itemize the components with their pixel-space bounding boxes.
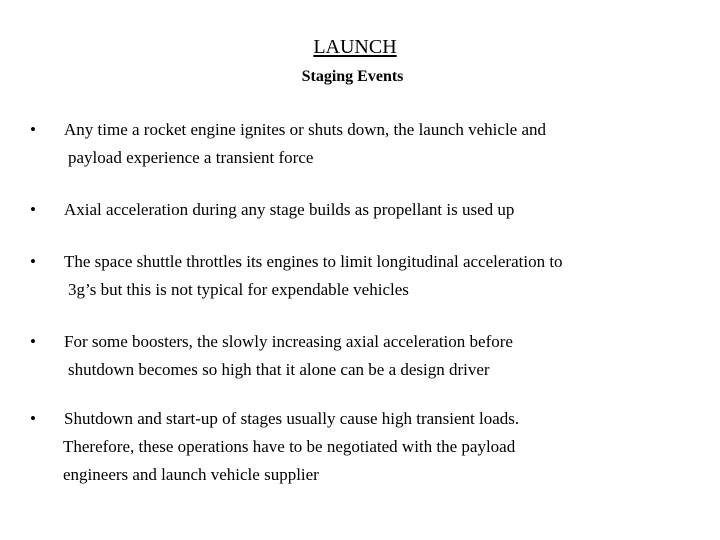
bullet-text-line: For some boosters, the slowly increasing axial acceleration before (64, 332, 513, 351)
bullet-icon: • (30, 409, 36, 428)
bullet-text-line: Any time a rocket engine ignites or shuts down, the launch vehicle and (64, 120, 547, 139)
slide-subtitle: Staging Events (301, 68, 404, 85)
bullet-text-line: Axial acceleration during any stage builds as propellant is used up (64, 200, 515, 219)
slide-title: LAUNCH (313, 36, 397, 58)
bullet-text-line: payload experience a transient force (68, 148, 314, 167)
bullet-text-line: 3g’s but this is not typical for expendable vehicles (68, 280, 409, 299)
bullet-text-line: Shutdown and start-up of stages usually cause high transient loads. (64, 409, 520, 428)
bullet-text-line: Therefore, these operations have to be negotiated with the payload (63, 437, 516, 456)
bullet-text-line: engineers and launch vehicle supplier (63, 465, 319, 484)
bullet-icon: • (30, 252, 36, 271)
bullet-text-line: shutdown becomes so high that it alone can be a design driver (68, 360, 490, 379)
bullet-icon: • (30, 120, 36, 139)
bullet-icon: • (30, 332, 36, 351)
bullet-text-line: The space shuttle throttles its engines to limit longitudinal acceleration to (64, 252, 563, 271)
bullet-icon: • (30, 200, 36, 219)
